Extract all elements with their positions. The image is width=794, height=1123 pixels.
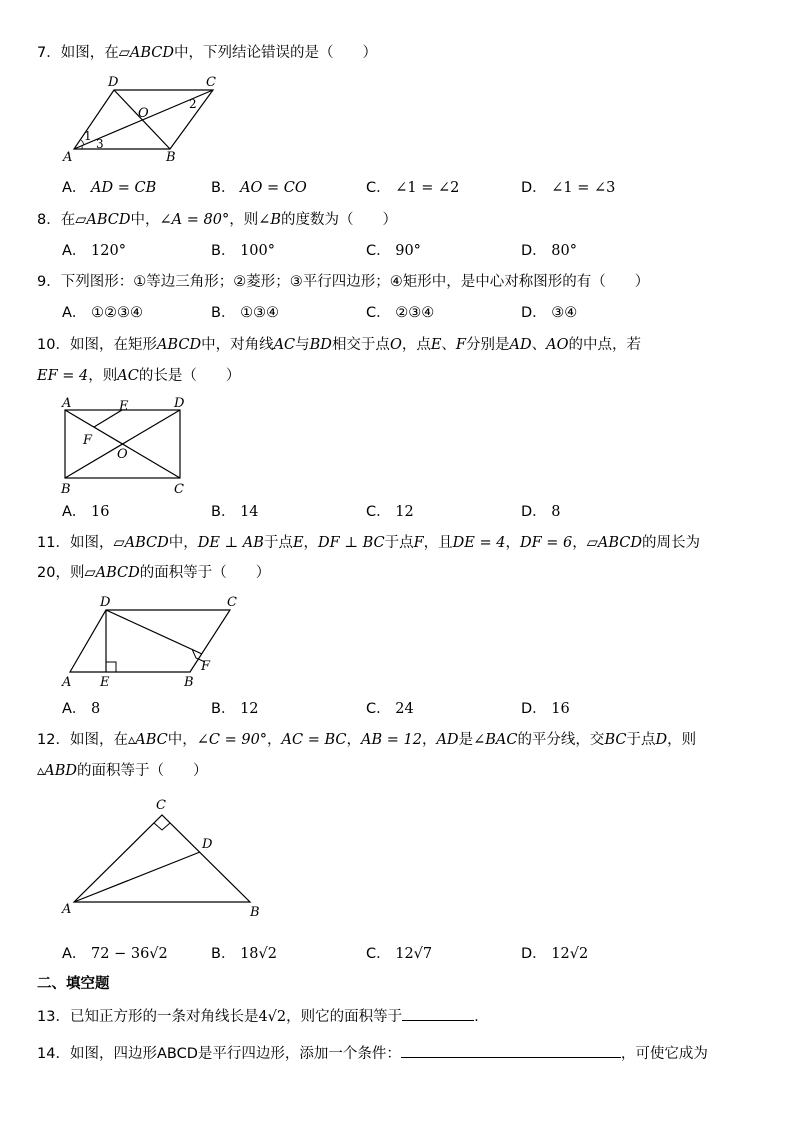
q14-stem: 14．如图，四边形ABCD是平行四边形，添加一个条件： ，可使它成为 [37,1043,708,1064]
q9-option-b[interactable]: B． ①③④ [211,305,280,321]
q13-stem: 13．已知正方形的一条对角线长是4√2，则它的面积等于 . [37,1006,479,1027]
q11-label-C: C [227,595,237,610]
q7-angle-3: 3 [96,137,104,151]
q11-label-A: A [62,675,72,690]
q7-angle-1: 1 [84,129,92,143]
q11-label-E: E [100,675,110,690]
q10-label-B: B [61,482,71,497]
q7-angle-2: 2 [189,97,197,111]
q11-option-c[interactable]: C． 24 [366,701,414,717]
q12-option-a[interactable]: A． 72 − 36√2 [62,946,168,962]
q8-option-d[interactable]: D． 80° [521,243,577,259]
q14-answer-blank[interactable] [401,1043,621,1058]
q10-label-O: O [117,447,128,462]
q9-option-c[interactable]: C． ②③④ [366,305,435,321]
q10-option-b[interactable]: B． 14 [211,504,259,520]
q11-option-a[interactable]: A． 8 [62,701,101,717]
q8-option-a[interactable]: A． 120° [62,243,126,259]
q12-triangle-figure [55,793,270,918]
q12-option-b[interactable]: B． 18√2 [211,946,277,962]
q13-answer-blank[interactable] [402,1006,474,1021]
q7-stem: 7．如图，在▱ABCD中，下列结论错误的是（ ） [37,45,378,61]
q7-option-a[interactable]: A． AD = CB [62,180,157,196]
q9-option-a[interactable]: A． ①②③④ [62,305,144,321]
q12-option-c[interactable]: C． 12√7 [366,946,433,962]
q12-stem-line1: 12．如图，在▵ABC中，∠C = 90°，AC = BC，AB = 12，AD是∠BAC的平分线，交BC于点D，则 [37,732,697,748]
q7-label-O: O [138,106,149,121]
q9-stem: 9．下列图形：①等边三角形；②菱形；③平行四边形；④矩形中，是中心对称图形的有（ ） [37,274,650,290]
q7-label-C: C [206,75,216,90]
q10-label-F: F [83,433,93,448]
q12-label-A: A [62,902,72,917]
q7-label-A: A [63,150,73,165]
q11-option-d[interactable]: D． 16 [521,701,570,717]
section-heading: 二、填空题 [37,976,110,992]
q7-parallelogram-figure [55,70,225,170]
q10-label-A: A [62,396,72,411]
q8-stem: 8．在▱ABCD中，∠A = 80°，则∠B的度数为（ ） [37,212,398,228]
q10-label-C: C [174,482,184,497]
q7-option-c[interactable]: C． ∠1 = ∠2 [366,180,460,196]
q8-option-b[interactable]: B． 100° [211,243,275,259]
q10-label-D: D [174,396,185,411]
q7-option-b[interactable]: B． AO = CO [211,180,307,196]
q9-option-d[interactable]: D． ③④ [521,305,578,321]
q10-stem-line2: EF = 4，则AC的长是（ ） [37,368,241,384]
q11-option-b[interactable]: B． 12 [211,701,259,717]
q11-label-D: D [100,595,111,610]
q10-label-E: E [119,399,129,414]
q7-label-D: D [108,75,119,90]
q8-option-c[interactable]: C． 90° [366,243,421,259]
q10-option-c[interactable]: C． 12 [366,504,414,520]
q11-stem-line1: 11．如图，▱ABCD中，DE ⊥ AB于点E，DF ⊥ BC于点F，且DE = 4，DF = 6，▱ABCD的周长为 [37,535,701,551]
q12-label-C: C [156,798,166,813]
q12-option-d[interactable]: D． 12√2 [521,946,589,962]
q10-option-d[interactable]: D． 8 [521,504,561,520]
q10-stem-line1: 10．如图，在矩形ABCD中，对角线AC与BD相交于点O，点E、F分别是AD、AO的中点，若 [37,337,641,353]
q11-parallelogram-figure [55,590,250,690]
q12-label-B: B [250,905,260,920]
q10-option-a[interactable]: A． 16 [62,504,110,520]
q11-label-F: F [201,659,211,674]
q10-rectangle-figure [55,393,195,496]
q7-option-d[interactable]: D． ∠1 = ∠3 [521,180,616,196]
q12-stem-line2: ▵ABD的面积等于（ ） [37,763,208,779]
q11-stem-line2: 20，则▱ABCD的面积等于（ ） [37,565,271,581]
q12-label-D: D [202,837,213,852]
q7-label-B: B [166,150,176,165]
q11-label-B: B [184,675,194,690]
